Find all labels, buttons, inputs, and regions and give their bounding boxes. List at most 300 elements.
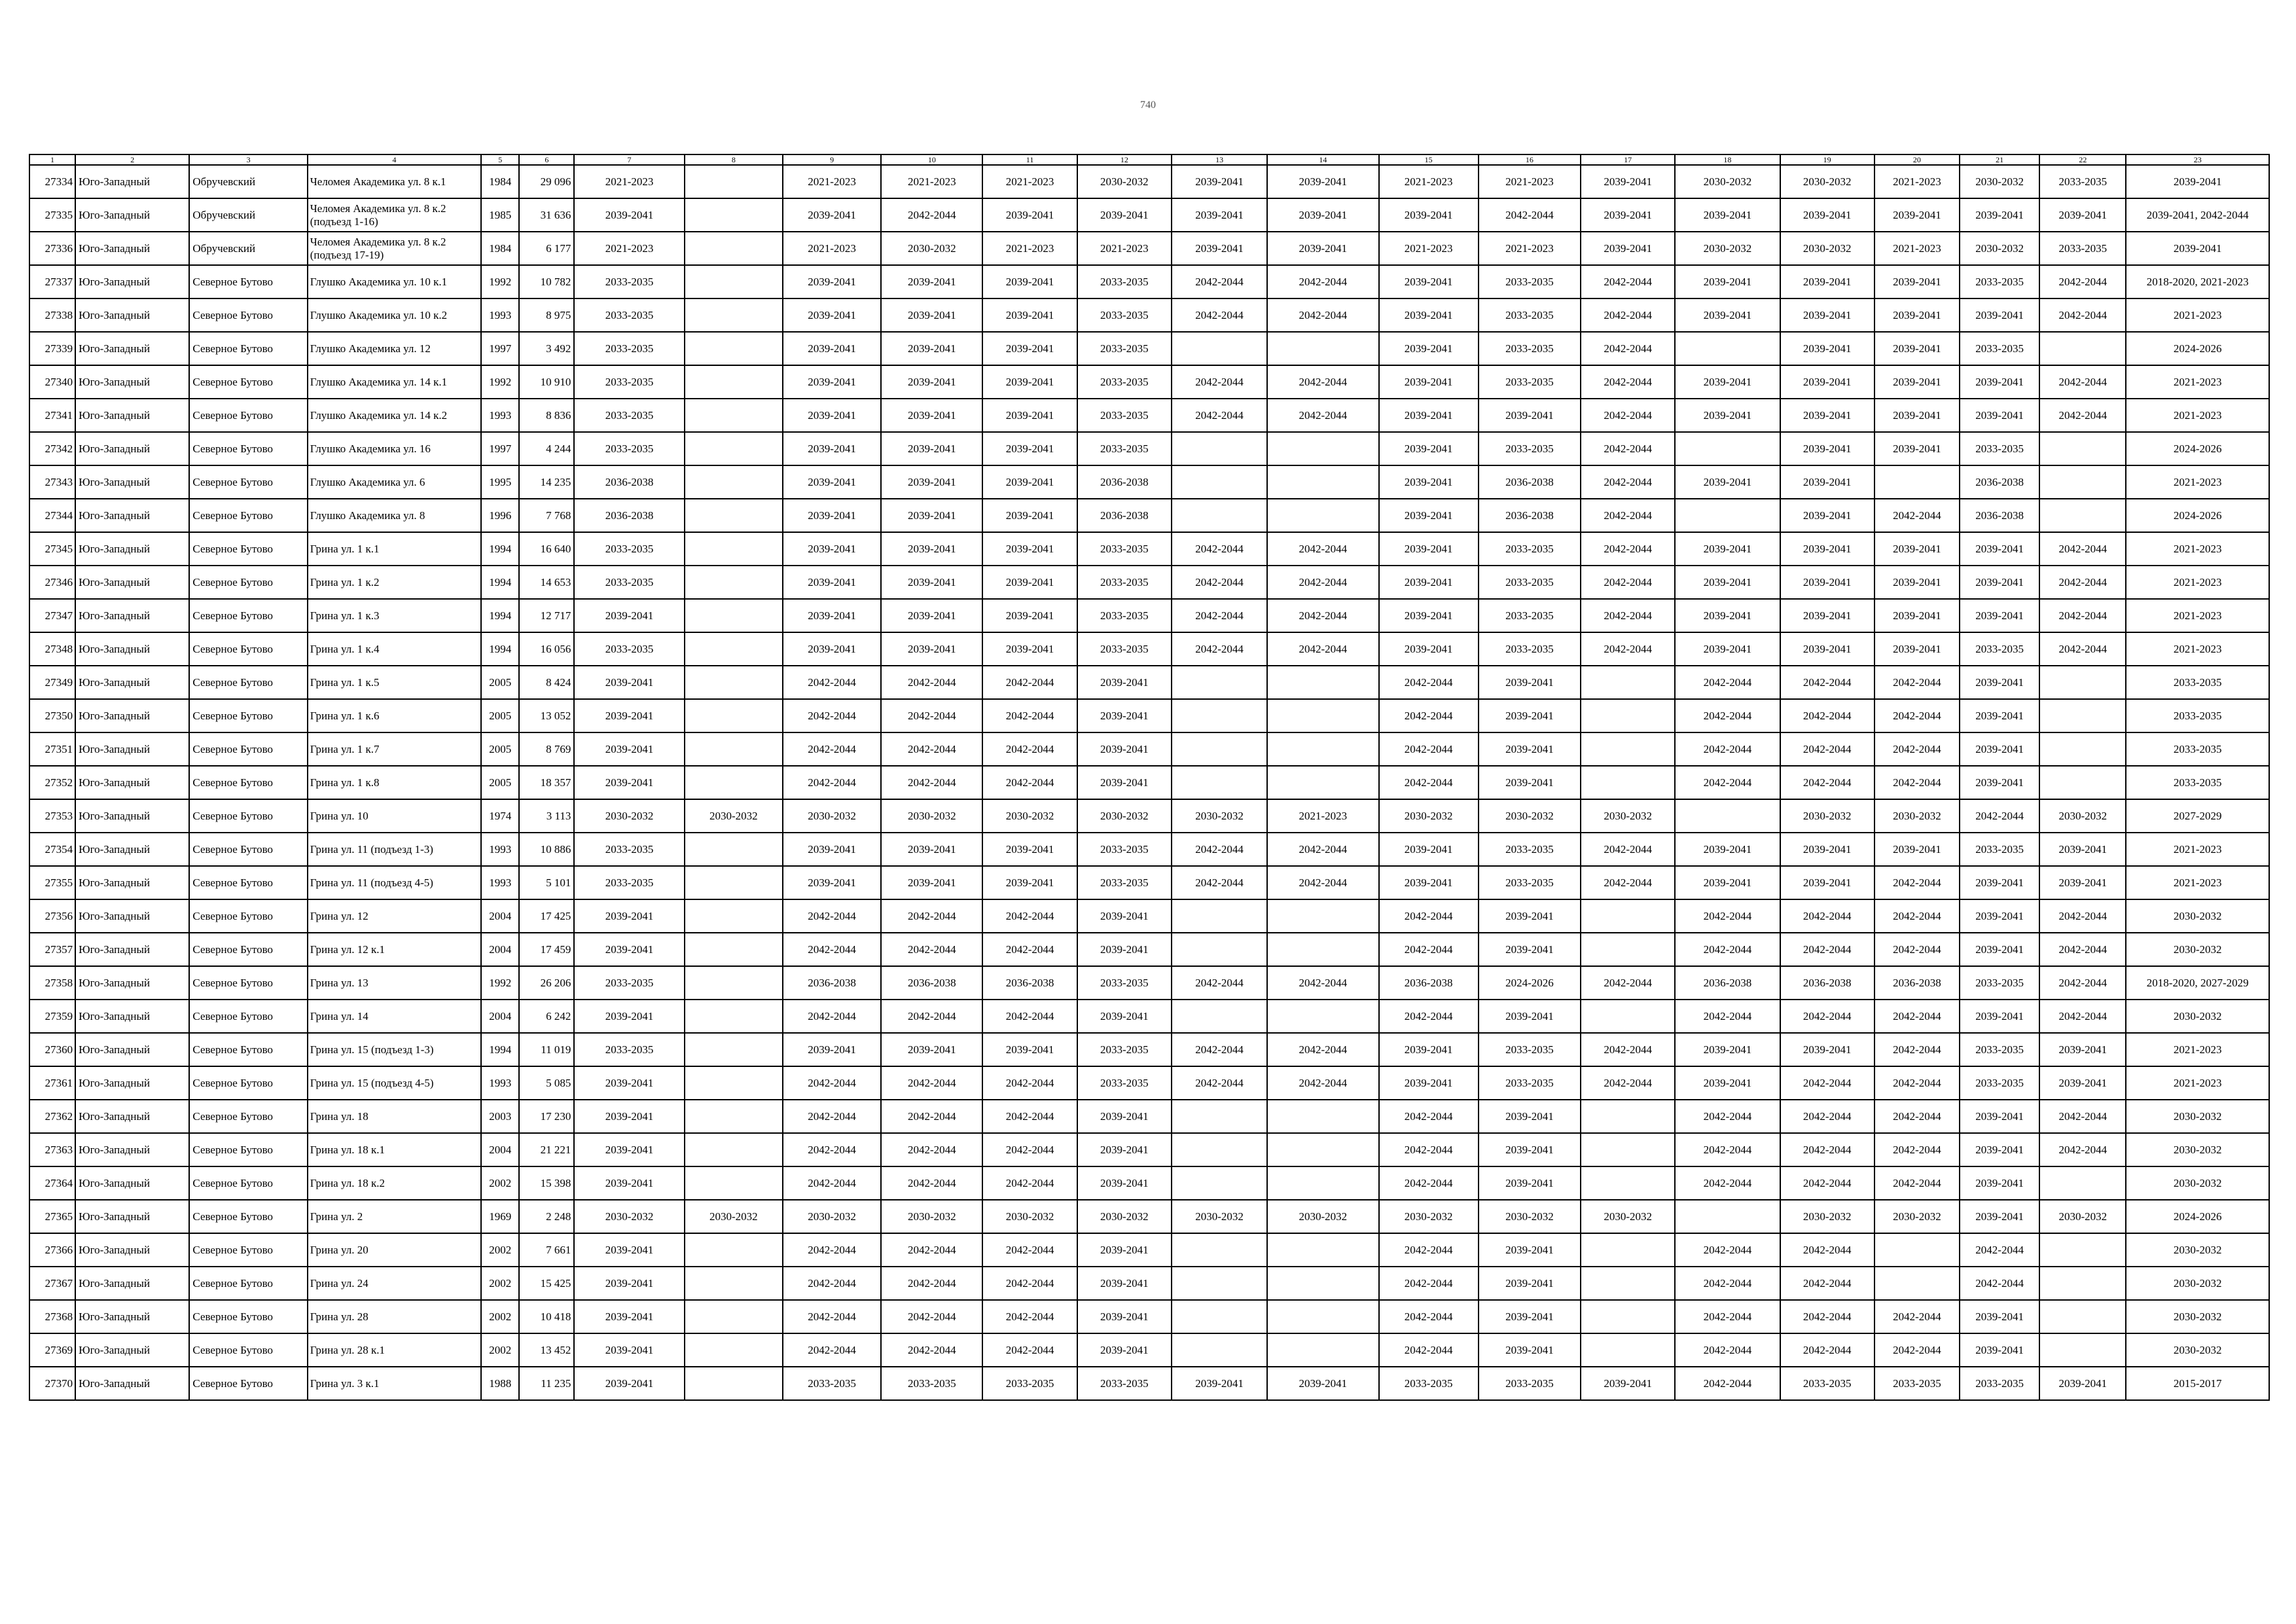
table-cell: 2042-2044: [982, 899, 1077, 933]
table-cell: 2042-2044: [783, 1066, 881, 1100]
table-cell: [1581, 899, 1675, 933]
table-cell: [685, 866, 783, 899]
table-row: [29, 833, 2269, 866]
table-cell: 2039-2041: [982, 432, 1077, 465]
table-cell: 2021-2023: [2126, 599, 2269, 632]
table-cell: 2039-2041: [1479, 732, 1581, 766]
table-cell: 2039-2041: [881, 332, 982, 365]
table-cell: 2030-2032: [2126, 933, 2269, 966]
table-cell: 2030-2032: [783, 1200, 881, 1233]
table-cell: 1984: [481, 232, 519, 265]
table-cell: Северное Бутово: [189, 666, 307, 699]
table-cell: [1267, 1166, 1378, 1200]
table-cell: [1581, 666, 1675, 699]
table-cell: Северное Бутово: [189, 566, 307, 599]
table-cell: 2042-2044: [1874, 1300, 1960, 1333]
table-cell: [685, 632, 783, 666]
table-cell: 2005: [481, 732, 519, 766]
table-cell: [1874, 1267, 1960, 1300]
table-cell: [2039, 1267, 2126, 1300]
table-cell: Челомея Академика ул. 8 к.1: [308, 165, 481, 198]
table-cell: 2039-2041: [1675, 532, 1780, 566]
table-cell: 2021-2023: [1379, 165, 1479, 198]
table-cell: 2033-2035: [783, 1367, 881, 1400]
table-cell: 2033-2035: [1077, 866, 1172, 899]
table-cell: 2039-2041: [1077, 1233, 1172, 1267]
table-cell: 2033-2035: [1077, 365, 1172, 399]
table-cell: 2021-2023: [881, 165, 982, 198]
table-cell: 2042-2044: [881, 1166, 982, 1200]
table-cell: 2039-2041: [1379, 399, 1479, 432]
table-cell: 2039-2041: [1267, 165, 1378, 198]
table-cell: 6 177: [519, 232, 574, 265]
table-cell: Юго-Западный: [75, 799, 189, 833]
table-cell: [685, 399, 783, 432]
table-cell: 2033-2035: [1960, 1367, 2039, 1400]
table-cell: 2042-2044: [1780, 1233, 1874, 1267]
table-cell: [1675, 332, 1780, 365]
table-cell: 2039-2041: [783, 566, 881, 599]
table-cell: [1581, 1133, 1675, 1166]
table-cell: Северное Бутово: [189, 1000, 307, 1033]
table-row: [29, 399, 2269, 432]
table-cell: 2042-2044: [881, 198, 982, 232]
table-row: [29, 1100, 2269, 1133]
table-cell: Грина ул. 3 к.1: [308, 1367, 481, 1400]
table-cell: 2039-2041: [574, 1066, 684, 1100]
table-cell: 1984: [481, 165, 519, 198]
table-cell: 1969: [481, 1200, 519, 1233]
table-cell: 2039-2041: [574, 1267, 684, 1300]
table-cell: 2018-2020, 2021-2023: [2126, 265, 2269, 298]
table-cell: 27351: [29, 732, 75, 766]
table-cell: 17 425: [519, 899, 574, 933]
table-cell: 2042-2044: [881, 1133, 982, 1166]
table-cell: 2039-2041: [1581, 232, 1675, 265]
table-cell: 2030-2032: [2126, 1233, 2269, 1267]
table-cell: 2042-2044: [1675, 1300, 1780, 1333]
table-cell: 2039-2041: [1267, 232, 1378, 265]
table-cell: 2039-2041: [1874, 532, 1960, 566]
table-cell: Северное Бутово: [189, 1367, 307, 1400]
table-row: [29, 432, 2269, 465]
table-cell: 2033-2035: [574, 532, 684, 566]
table-cell: 1992: [481, 966, 519, 1000]
table-cell: 2042-2044: [881, 899, 982, 933]
table-cell: 21 221: [519, 1133, 574, 1166]
table-cell: 2033-2035: [1077, 532, 1172, 566]
table-cell: [685, 432, 783, 465]
column-number-header: 14: [1267, 154, 1378, 165]
table-cell: Северное Бутово: [189, 1066, 307, 1100]
table-cell: 2042-2044: [1379, 899, 1479, 933]
table-cell: 2039-2041: [1077, 1333, 1172, 1367]
table-cell: 2042-2044: [1172, 632, 1267, 666]
table-cell: 2042-2044: [1874, 899, 1960, 933]
table-row: [29, 232, 2269, 265]
table-cell: 2039-2041: [1675, 833, 1780, 866]
table-cell: 27363: [29, 1133, 75, 1166]
table-cell: 2039-2041: [1479, 1267, 1581, 1300]
table-cell: 2042-2044: [783, 1267, 881, 1300]
table-cell: 1994: [481, 632, 519, 666]
table-cell: 2039-2041: [1780, 599, 1874, 632]
table-cell: 2042-2044: [1874, 1166, 1960, 1200]
table-cell: 27334: [29, 165, 75, 198]
table-cell: 2039-2041: [1874, 599, 1960, 632]
table-cell: 2042-2044: [881, 766, 982, 799]
table-row: [29, 1333, 2269, 1367]
table-cell: 2039-2041: [574, 1166, 684, 1200]
table-cell: Грина ул. 1 к.1: [308, 532, 481, 566]
table-cell: Северное Бутово: [189, 432, 307, 465]
table-cell: 2042-2044: [783, 1166, 881, 1200]
table-cell: 2039-2041: [881, 432, 982, 465]
table-cell: 18 357: [519, 766, 574, 799]
table-cell: [1172, 1267, 1267, 1300]
table-cell: 2039-2041: [1675, 365, 1780, 399]
table-cell: Грина ул. 11 (подъезд 4-5): [308, 866, 481, 899]
table-cell: [1581, 1100, 1675, 1133]
table-cell: [685, 966, 783, 1000]
table-cell: [685, 599, 783, 632]
table-cell: 2039-2041: [1479, 1133, 1581, 1166]
table-cell: 2042-2044: [881, 732, 982, 766]
table-cell: 2033-2035: [574, 332, 684, 365]
table-cell: 7 768: [519, 499, 574, 532]
table-cell: Северное Бутово: [189, 799, 307, 833]
table-cell: 2039-2041: [1379, 265, 1479, 298]
table-cell: Грина ул. 12 к.1: [308, 933, 481, 966]
table-cell: 2033-2035: [1077, 599, 1172, 632]
table-cell: Глушко Академика ул. 12: [308, 332, 481, 365]
table-cell: 2039-2041: [982, 465, 1077, 499]
table-cell: 2042-2044: [1874, 766, 1960, 799]
table-cell: 2039-2041: [1675, 399, 1780, 432]
table-cell: [2039, 332, 2126, 365]
table-cell: 2042-2044: [881, 1300, 982, 1333]
table-cell: 2030-2032: [2126, 1100, 2269, 1133]
table-cell: 27369: [29, 1333, 75, 1367]
table-cell: 2042-2044: [1874, 666, 1960, 699]
table-cell: 2033-2035: [1960, 833, 2039, 866]
table-cell: 2042-2044: [783, 1100, 881, 1133]
capital-repair-schedule-table: [29, 154, 2270, 1401]
table-cell: 2021-2023: [2126, 1033, 2269, 1066]
table-cell: 2036-2038: [1077, 465, 1172, 499]
table-cell: [1267, 332, 1378, 365]
table-cell: 2039-2041: [1960, 732, 2039, 766]
table-cell: 2042-2044: [1581, 499, 1675, 532]
table-cell: 2042-2044: [1172, 833, 1267, 866]
table-cell: 2042-2044: [1780, 1267, 1874, 1300]
table-body: [29, 165, 2269, 1400]
table-cell: 2030-2032: [1479, 1200, 1581, 1233]
table-cell: 2039-2041: [1874, 833, 1960, 866]
table-cell: [1267, 432, 1378, 465]
table-cell: 2033-2035: [574, 632, 684, 666]
table-cell: Грина ул. 1 к.4: [308, 632, 481, 666]
table-cell: Грина ул. 18: [308, 1100, 481, 1133]
table-cell: 2039-2041: [881, 632, 982, 666]
table-cell: 2033-2035: [2039, 165, 2126, 198]
table-cell: 2033-2035: [1479, 632, 1581, 666]
table-cell: 2039-2041: [982, 332, 1077, 365]
table-cell: Северное Бутово: [189, 499, 307, 532]
table-cell: Грина ул. 1 к.3: [308, 599, 481, 632]
table-cell: 2033-2035: [1077, 966, 1172, 1000]
table-cell: [685, 1033, 783, 1066]
table-cell: 2042-2044: [1379, 933, 1479, 966]
table-cell: [1172, 432, 1267, 465]
table-cell: 11 235: [519, 1367, 574, 1400]
table-cell: 2042-2044: [1267, 399, 1378, 432]
column-number-header: 4: [308, 154, 481, 165]
table-cell: 2039-2041: [881, 866, 982, 899]
table-cell: Северное Бутово: [189, 866, 307, 899]
table-cell: [1581, 1267, 1675, 1300]
table-cell: 2030-2032: [1960, 165, 2039, 198]
table-cell: [2039, 1300, 2126, 1333]
table-cell: 2039-2041: [574, 599, 684, 632]
table-cell: 1993: [481, 866, 519, 899]
table-cell: 2042-2044: [1874, 1066, 1960, 1100]
table-cell: 2030-2032: [1267, 1200, 1378, 1233]
table-cell: [1267, 1267, 1378, 1300]
table-cell: 2039-2041: [881, 399, 982, 432]
table-cell: 2042-2044: [1267, 298, 1378, 332]
table-cell: Северное Бутово: [189, 465, 307, 499]
table-cell: 2039-2041: [982, 833, 1077, 866]
table-cell: Глушко Академика ул. 6: [308, 465, 481, 499]
table-cell: 2042-2044: [1780, 1000, 1874, 1033]
table-cell: 2042-2044: [1172, 566, 1267, 599]
table-cell: 2042-2044: [2039, 1100, 2126, 1133]
table-cell: 27348: [29, 632, 75, 666]
table-cell: Северное Бутово: [189, 365, 307, 399]
table-cell: [1267, 1300, 1378, 1333]
table-cell: 2039-2041: [783, 265, 881, 298]
table-cell: 2039-2041: [982, 365, 1077, 399]
column-number-header: 22: [2039, 154, 2126, 165]
table-cell: 2042-2044: [1379, 1300, 1479, 1333]
table-cell: 2033-2035: [574, 365, 684, 399]
table-cell: 2021-2023: [2126, 833, 2269, 866]
table-cell: 2030-2032: [1960, 232, 2039, 265]
table-cell: 2021-2023: [2126, 1066, 2269, 1100]
table-cell: 4 244: [519, 432, 574, 465]
table-cell: 2042-2044: [1675, 1367, 1780, 1400]
table-cell: 2033-2035: [1077, 265, 1172, 298]
table-cell: [685, 265, 783, 298]
table-cell: 27337: [29, 265, 75, 298]
table-cell: [685, 465, 783, 499]
table-cell: 1996: [481, 499, 519, 532]
table-cell: 2030-2032: [2126, 1300, 2269, 1333]
table-cell: 16 640: [519, 532, 574, 566]
table-cell: 2033-2035: [1077, 1033, 1172, 1066]
table-cell: 14 653: [519, 566, 574, 599]
table-cell: 2039-2041, 2042-2044: [2126, 198, 2269, 232]
table-cell: 2039-2041: [1874, 265, 1960, 298]
table-cell: 27353: [29, 799, 75, 833]
table-cell: 2033-2035: [1077, 298, 1172, 332]
table-cell: 2039-2041: [1780, 566, 1874, 599]
table-cell: 2033-2035: [2126, 666, 2269, 699]
column-number-header: 2: [75, 154, 189, 165]
table-cell: 2033-2035: [574, 833, 684, 866]
column-number-header: 23: [2126, 154, 2269, 165]
table-cell: 2042-2044: [783, 1233, 881, 1267]
table-cell: [1581, 933, 1675, 966]
table-cell: [1267, 766, 1378, 799]
table-cell: 2033-2035: [1379, 1367, 1479, 1400]
table-cell: 2042-2044: [1874, 1100, 1960, 1133]
table-cell: 2027-2029: [2126, 799, 2269, 833]
table-cell: 2042-2044: [2039, 365, 2126, 399]
table-cell: 2039-2041: [1077, 1166, 1172, 1200]
table-cell: 2030-2032: [2126, 1133, 2269, 1166]
table-cell: 17 230: [519, 1100, 574, 1133]
table-cell: 2030-2032: [2126, 1267, 2269, 1300]
table-cell: 2042-2044: [783, 699, 881, 732]
table-cell: 14 235: [519, 465, 574, 499]
table-cell: 2033-2035: [2126, 766, 2269, 799]
table-cell: 2039-2041: [574, 766, 684, 799]
table-cell: 2039-2041: [1874, 566, 1960, 599]
table-cell: 2036-2038: [1479, 465, 1581, 499]
table-cell: Грина ул. 15 (подъезд 1-3): [308, 1033, 481, 1066]
table-cell: 2042-2044: [1960, 1267, 2039, 1300]
table-cell: 2042-2044: [2039, 933, 2126, 966]
table-cell: 27345: [29, 532, 75, 566]
table-cell: 2039-2041: [1960, 399, 2039, 432]
table-cell: Юго-Западный: [75, 933, 189, 966]
table-cell: 2033-2035: [1780, 1367, 1874, 1400]
table-cell: 2036-2038: [783, 966, 881, 1000]
table-row: [29, 732, 2269, 766]
table-cell: [685, 766, 783, 799]
table-cell: 2039-2041: [1379, 365, 1479, 399]
table-cell: 2033-2035: [1077, 1066, 1172, 1100]
table-cell: 2039-2041: [2039, 1033, 2126, 1066]
table-cell: 2042-2044: [1581, 1033, 1675, 1066]
table-cell: 2039-2041: [1960, 1333, 2039, 1367]
table-cell: 2042-2044: [1379, 1233, 1479, 1267]
table-cell: Северное Бутово: [189, 1300, 307, 1333]
column-number-header: 1: [29, 154, 75, 165]
table-cell: 2042-2044: [1172, 1066, 1267, 1100]
table-row: [29, 1200, 2269, 1233]
table-cell: 2042-2044: [1581, 632, 1675, 666]
table-cell: 2021-2023: [982, 165, 1077, 198]
table-cell: Северное Бутово: [189, 1100, 307, 1133]
table-cell: [1675, 499, 1780, 532]
table-cell: 17 459: [519, 933, 574, 966]
table-cell: 2030-2032: [574, 1200, 684, 1233]
table-cell: [1874, 1233, 1960, 1267]
table-cell: 27349: [29, 666, 75, 699]
table-cell: [2039, 766, 2126, 799]
table-cell: 2039-2041: [783, 866, 881, 899]
table-cell: 2042-2044: [783, 766, 881, 799]
table-cell: 2039-2041: [881, 833, 982, 866]
table-cell: Грина ул. 1 к.5: [308, 666, 481, 699]
table-cell: 2039-2041: [1379, 432, 1479, 465]
table-cell: 2039-2041: [1960, 198, 2039, 232]
table-cell: 2039-2041: [1780, 1033, 1874, 1066]
table-cell: 2039-2041: [783, 632, 881, 666]
table-cell: Юго-Западный: [75, 465, 189, 499]
table-cell: 2039-2041: [1960, 933, 2039, 966]
table-row: [29, 632, 2269, 666]
table-cell: 2033-2035: [1960, 1033, 2039, 1066]
table-cell: 2033-2035: [1960, 1066, 2039, 1100]
table-cell: 2021-2023: [2126, 298, 2269, 332]
table-cell: 27354: [29, 833, 75, 866]
table-cell: 2004: [481, 1000, 519, 1033]
table-cell: [1267, 933, 1378, 966]
table-cell: Юго-Западный: [75, 566, 189, 599]
table-cell: 2039-2041: [1379, 332, 1479, 365]
column-number-header: 10: [881, 154, 982, 165]
table-cell: Юго-Западный: [75, 1200, 189, 1233]
table-cell: 2039-2041: [1077, 1100, 1172, 1133]
table-cell: 2039-2041: [1077, 732, 1172, 766]
table-row: [29, 1300, 2269, 1333]
table-cell: 2033-2035: [574, 298, 684, 332]
table-cell: 2030-2032: [1172, 1200, 1267, 1233]
table-cell: 2042-2044: [1874, 699, 1960, 732]
table-cell: [1267, 899, 1378, 933]
table-cell: Юго-Западный: [75, 1333, 189, 1367]
table-cell: Челомея Академика ул. 8 к.2 (подъезд 1-16): [308, 198, 481, 232]
table-cell: 2021-2023: [1874, 165, 1960, 198]
table-cell: [685, 833, 783, 866]
table-cell: 2042-2044: [1675, 699, 1780, 732]
table-cell: Глушко Академика ул. 10 к.1: [308, 265, 481, 298]
table-cell: 27362: [29, 1100, 75, 1133]
table-cell: Юго-Западный: [75, 666, 189, 699]
table-cell: 2042-2044: [2039, 599, 2126, 632]
table-cell: 2036-2038: [1675, 966, 1780, 1000]
table-cell: 2024-2026: [2126, 332, 2269, 365]
table-cell: 2024-2026: [1479, 966, 1581, 1000]
table-cell: 2030-2032: [1675, 232, 1780, 265]
table-cell: 2042-2044: [1581, 265, 1675, 298]
table-cell: 2042-2044: [783, 1000, 881, 1033]
table-cell: Северное Бутово: [189, 699, 307, 732]
table-cell: 2042-2044: [1267, 1033, 1378, 1066]
column-number-header: 13: [1172, 154, 1267, 165]
table-cell: 2039-2041: [2039, 198, 2126, 232]
table-cell: 2039-2041: [574, 1367, 684, 1400]
table-cell: 2042-2044: [982, 1267, 1077, 1300]
table-row: [29, 198, 2269, 232]
table-cell: 2033-2035: [1960, 332, 2039, 365]
table-cell: 2033-2035: [574, 1033, 684, 1066]
table-cell: Юго-Западный: [75, 1166, 189, 1200]
table-cell: 2042-2044: [2039, 399, 2126, 432]
table-cell: 2030-2032: [1077, 165, 1172, 198]
table-cell: 2039-2041: [1379, 298, 1479, 332]
table-cell: 2002: [481, 1333, 519, 1367]
table-cell: 2042-2044: [1267, 1066, 1378, 1100]
table-cell: 2033-2035: [1077, 332, 1172, 365]
table-cell: 2039-2041: [1675, 198, 1780, 232]
table-cell: [1267, 499, 1378, 532]
table-cell: Грина ул. 2: [308, 1200, 481, 1233]
